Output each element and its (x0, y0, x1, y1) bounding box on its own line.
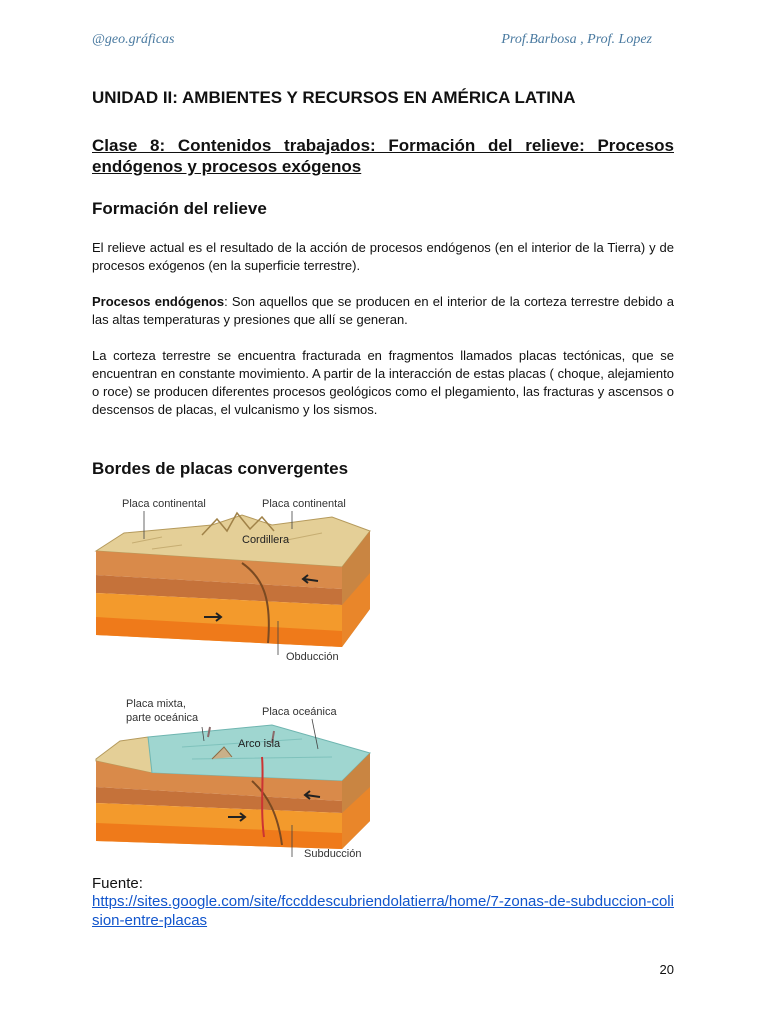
label-obduccion: Obducción (286, 651, 339, 663)
page-header (92, 32, 652, 52)
label-placa-oceanica: Placa oceánica (262, 706, 337, 718)
paragraph-placas: La corteza terrestre se encuentra fracturada en fragmentos llamados placas tectónicas, que se encuentran en constante movimiento. A partir de la interacción de estas placas ( choque, alejamiento o roce) se producen diferentes procesos geológicos como el plegamiento, las fracturas y ascensos o descensos de placas, el vulcanismo y los sismos. (92, 348, 674, 417)
document-body (92, 84, 674, 930)
paragraph-intro: El relieve actual es el resultado de la acción de procesos endógenos (en el interior de la Tierra) y de procesos exógenos (en la superficie terrestre). (92, 240, 674, 273)
label-cordillera: Cordillera (242, 534, 290, 546)
subduccion-diagram (92, 697, 374, 867)
header-right: Prof.Barbosa , Prof. Lopez (501, 32, 652, 47)
section-heading-convergentes: Bordes de placas convergentes (92, 459, 349, 478)
unit-title: UNIDAD II: AMBIENTES Y RECURSOS EN AMÉRICA LATINA (92, 88, 576, 107)
label-placa-mixta-1: Placa mixta, (126, 698, 186, 710)
label-arco-isla: Arco isla (238, 738, 281, 750)
class-title: Clase 8: Contenidos trabajados: Formación del relieve: Procesos endógenos y procesos exógenos (92, 136, 674, 176)
source-link[interactable]: https://sites.google.com/site/fccddescubriendolatierra/home/7-zonas-de-subduccion-colision-entre-placas (92, 893, 674, 929)
label-placa-mixta-2: parte oceánica (126, 712, 199, 724)
section-heading-relieve: Formación del relieve (92, 199, 267, 218)
definition-endogenos: : Son aquellos que se producen en el interior de la corteza terrestre debido a las altas temperaturas y presiones que allí se generan. (92, 294, 674, 327)
obduccion-diagram (92, 497, 374, 667)
label-subduccion: Subducción (304, 848, 362, 860)
page-number: 20 (659, 962, 674, 977)
term-endogenos: Procesos endógenos (92, 294, 225, 309)
paragraph-endogenos (92, 293, 674, 329)
label-placa-continental-left: Placa continental (122, 498, 206, 510)
label-placa-continental-right: Placa continental (262, 498, 346, 510)
source-label: Fuente: (92, 875, 143, 892)
header-left: @geo.gráficas (92, 32, 175, 47)
